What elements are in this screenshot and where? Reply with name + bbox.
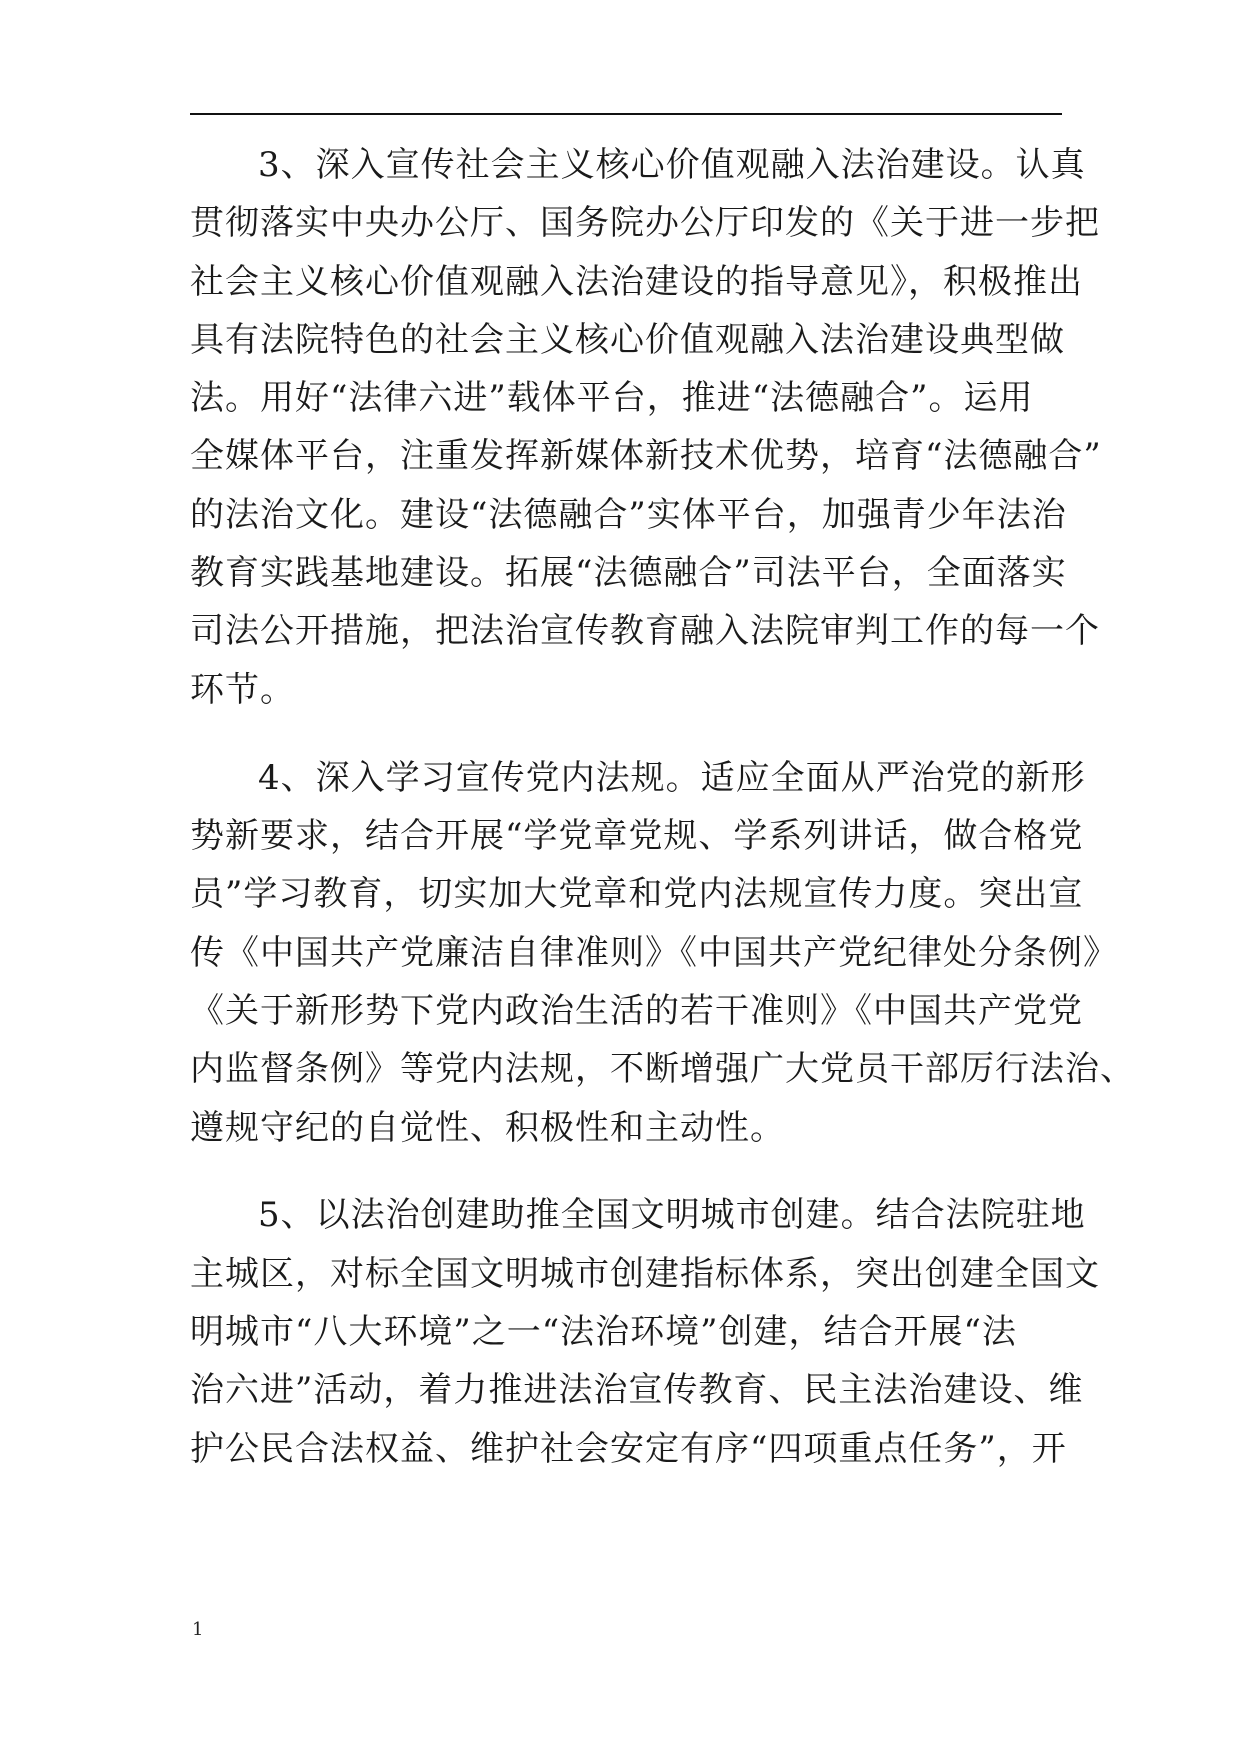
text-line: 治六进”活动，着力推进法治宣传教育、民主法治建设、维: [190, 1370, 1084, 1410]
text-line: 法。用好“法律六进”载体平台，推进“法德融合”。运用: [190, 378, 1034, 418]
text-line: 4、深入学习宣传党内法规。适应全面从严治党的新形: [258, 758, 1086, 798]
text-line: 传《中国共产党廉洁自律准则》《中国共产党纪律处分条例》: [190, 933, 1118, 973]
text-line: 教育实践基地建设。拓展“法德融合”司法平台，全面落实: [190, 553, 1067, 593]
text-line: 社会主义核心价值观融入法治建设的指导意见》，积极推出: [190, 262, 1083, 302]
text-line: 内监督条例》等党内法规，不断增强广大党员干部厉行法治、: [190, 1049, 1135, 1089]
text-line: 5、以法治创建助推全国文明城市创建。结合法院驻地: [258, 1195, 1086, 1235]
text-line: 明城市“八大环境”之一“法治环境”创建，结合开展“法: [190, 1312, 1017, 1352]
text-line: 3、深入宣传社会主义核心价值观融入法治建设。认真: [258, 145, 1086, 185]
text-line: 遵规守纪的自觉性、积极性和主动性。: [190, 1108, 785, 1148]
header-rule: [190, 113, 1062, 115]
text-line: 司法公开措施，把法治宣传教育融入法院审判工作的每一个: [190, 611, 1100, 651]
text-line: 主城区，对标全国文明城市创建指标体系，突出创建全国文: [190, 1254, 1100, 1294]
text-line: 贯彻落实中央办公厅、国务院办公厅印发的《关于进一步把: [190, 203, 1100, 243]
text-line: 势新要求，结合开展“学党章党规、学系列讲话，做合格党: [190, 816, 1084, 856]
text-line: 具有法院特色的社会主义核心价值观融入法治建设典型做: [190, 320, 1065, 360]
text-line: 《关于新形势下党内政治生活的若干准则》《中国共产党党: [190, 991, 1083, 1031]
text-line: 全媒体平台，注重发挥新媒体新技术优势，培育“法德融合”: [190, 436, 1102, 476]
text-line: 员”学习教育，切实加大党章和党内法规宣传力度。突出宣: [190, 874, 1084, 914]
text-line: 的法治文化。建设“法德融合”实体平台，加强青少年法治: [190, 495, 1067, 535]
text-line: 环节。: [190, 670, 295, 710]
text-line: 护公民合法权益、维护社会安定有序“四项重点任务”，开: [190, 1429, 1067, 1469]
page-number: 1: [192, 1619, 204, 1640]
